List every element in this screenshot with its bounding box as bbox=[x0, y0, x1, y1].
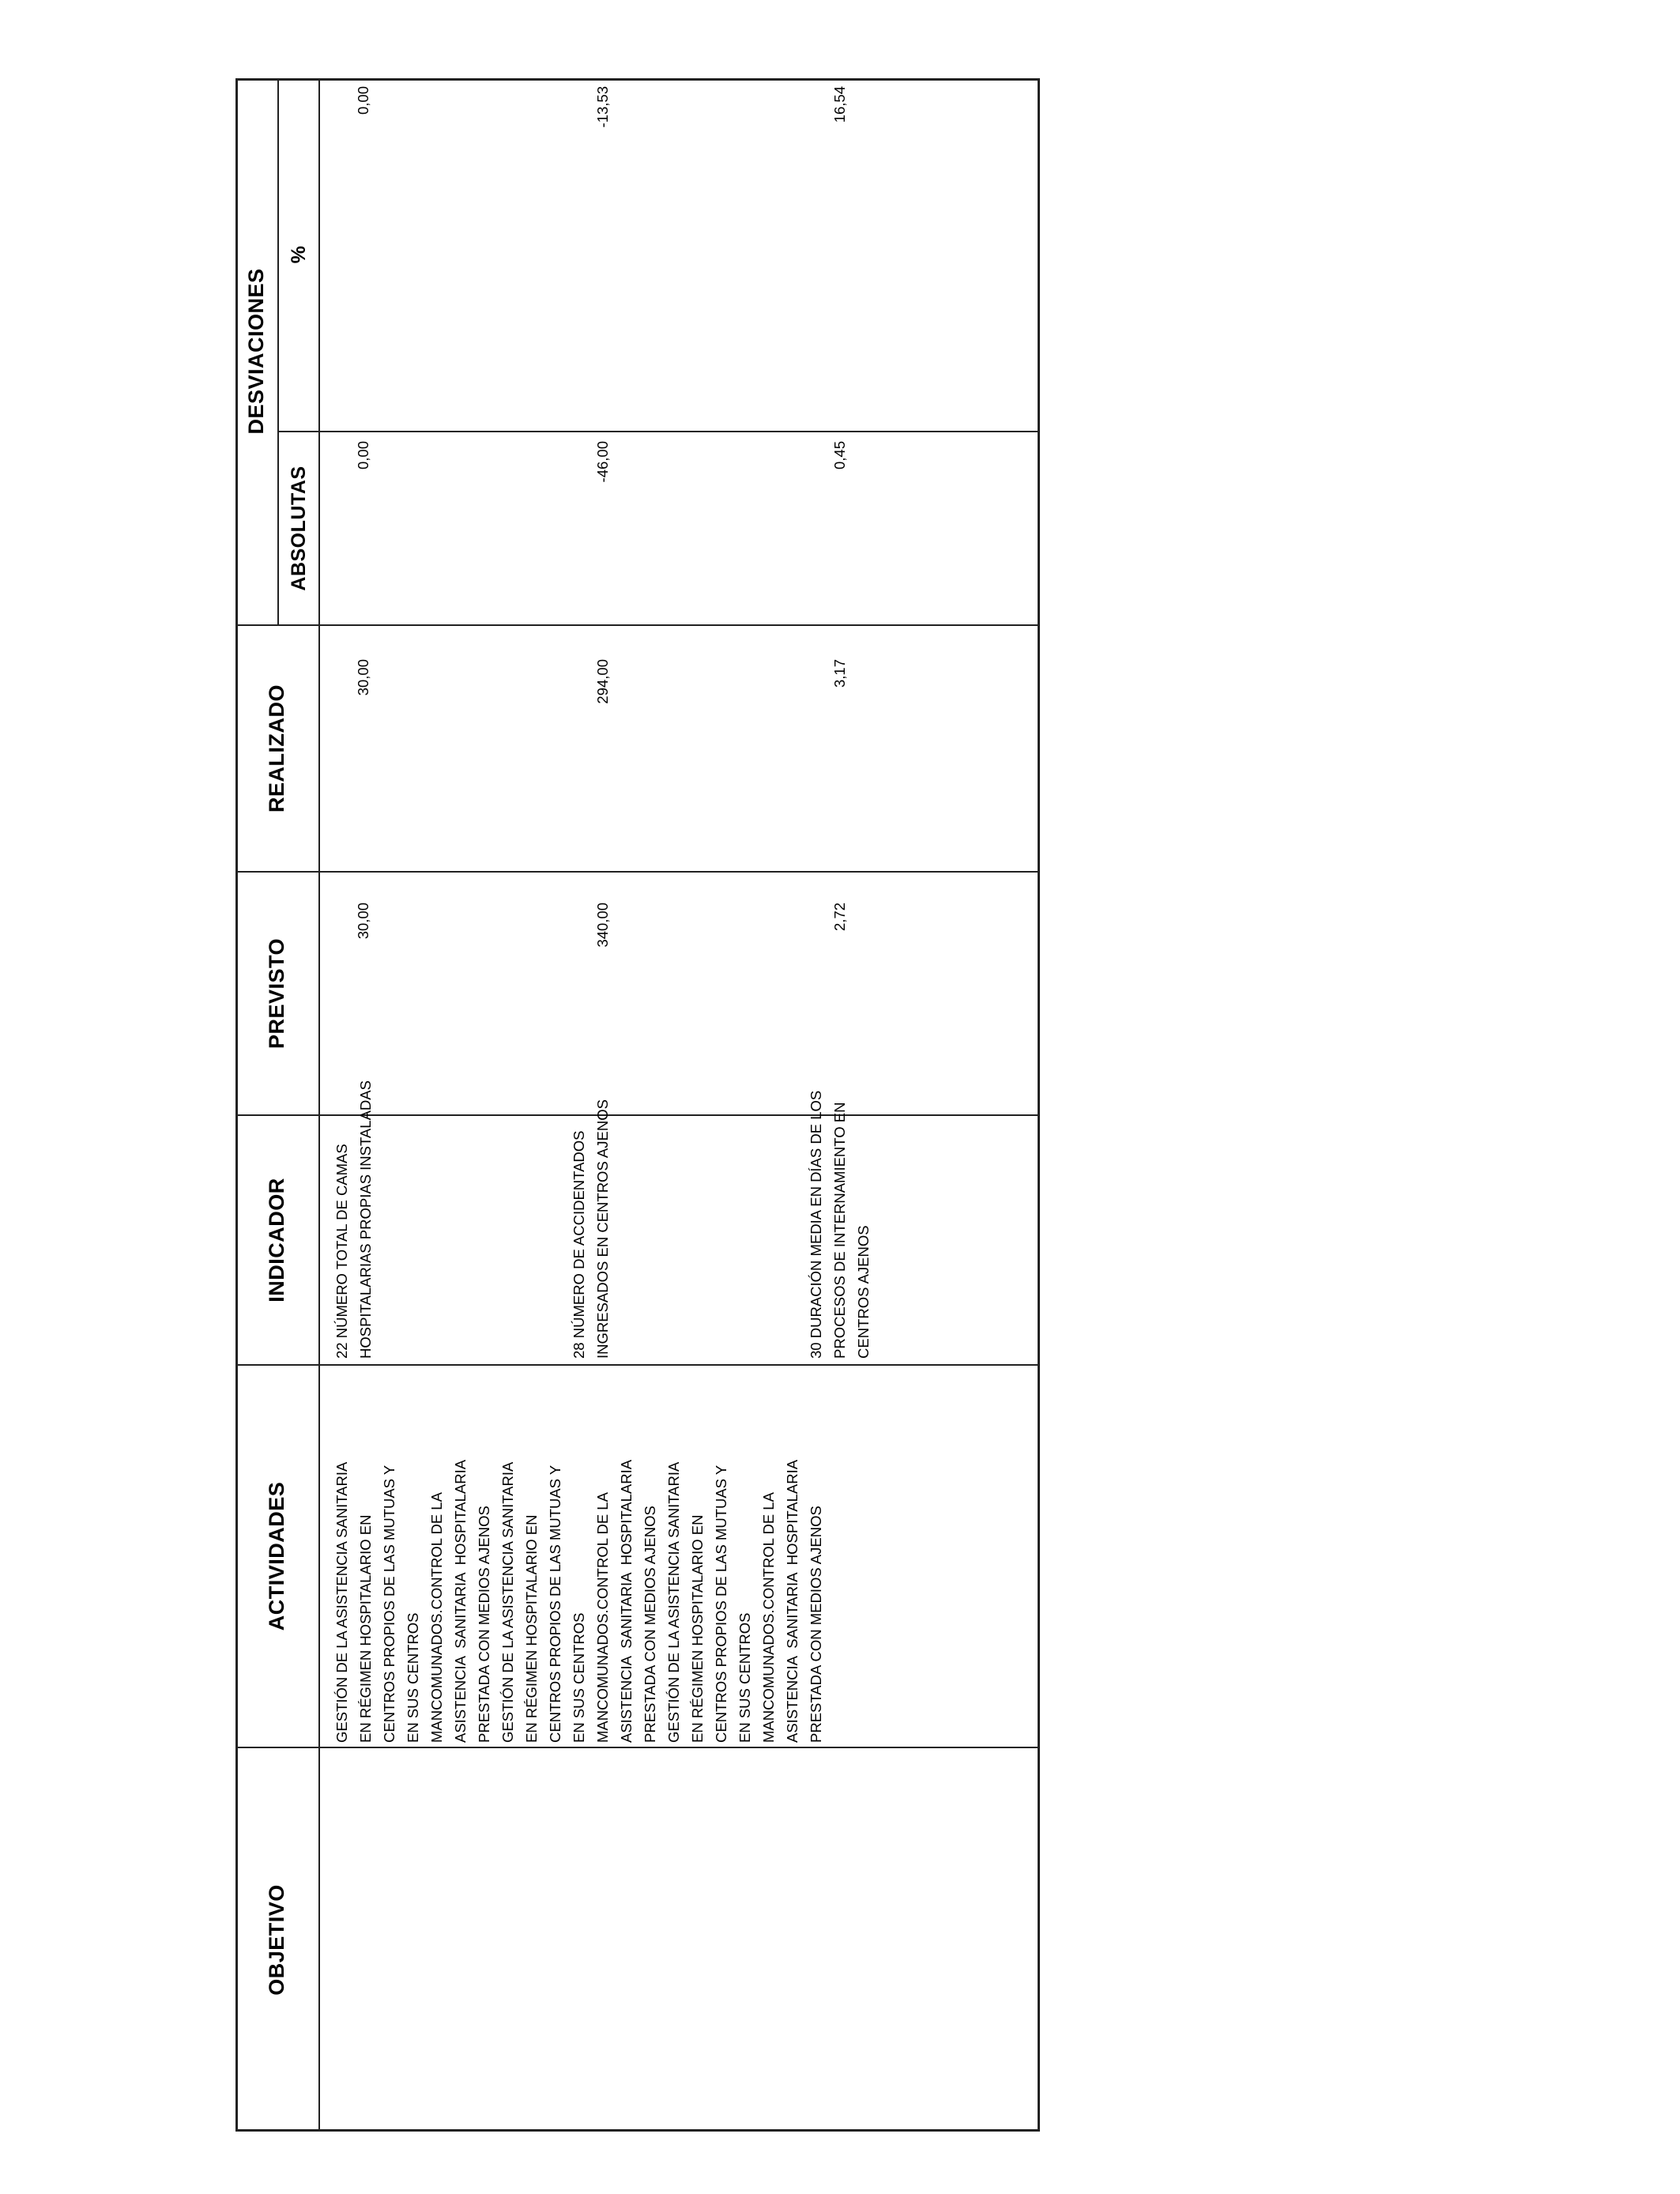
header-desviaciones: DESVIACIONES bbox=[244, 268, 268, 435]
indicator-row-2: 28 NÚMERO DE ACCIDENTADOS INGRESADOS EN CENTROS AJENOS bbox=[571, 1099, 611, 1359]
header-divider bbox=[318, 78, 320, 2132]
header-porcentaje: % bbox=[287, 245, 310, 264]
porcentaje-value: -13,53 bbox=[594, 86, 611, 128]
header-indicador: INDICADOR bbox=[265, 1178, 288, 1302]
absolutas-value: -46,00 bbox=[594, 441, 611, 483]
header-actividades: ACTIVIDADES bbox=[265, 1481, 288, 1631]
column-divider bbox=[235, 1747, 1040, 1748]
header-absolutas: ABSOLUTAS bbox=[287, 466, 310, 591]
porcentaje-value: 0,00 bbox=[355, 86, 371, 115]
absolutas-value: 0,45 bbox=[831, 441, 848, 470]
activities-text: GESTIÓN DE LA ASISTENCIA SANITARIA EN RÉGIMEN HOSPITALARIO EN CENTROS PROPIOS DE LAS MUTUAS Y EN SUS CENTROS MANCOMUNADOS.CONTROL DE LA ASISTENCIA SANITARIA HOSPITALARIA PRESTADA CON MEDIOS AJENOS GESTIÓN DE LA ASISTENCIA SANITARIA EN RÉGIMEN HOSPITALARIO EN CENTROS PROPIOS DE LAS MUTUAS Y EN SUS CENTROS MANCOMUNADOS.CONTROL DE LA ASISTENCIA SANITARIA HOSPITALARIA PRESTADA CON MEDIOS AJENOS GESTIÓN DE LA ASISTENCIA SANITARIA EN RÉGIMEN HOSPITALARIO EN CENTROS PROPIOS DE LAS MUTUAS Y EN SUS CENTROS MANCOMUNADOS.CONTROL DE LA ASISTENCIA SANITARIA HOSPITALARIA PRESTADA CON MEDIOS AJENOS bbox=[333, 1459, 824, 1743]
column-divider bbox=[235, 624, 1040, 626]
header-realizado: REALIZADO bbox=[265, 684, 288, 812]
realizado-value: 30,00 bbox=[355, 659, 371, 696]
indicator-row-1: 22 NÚMERO TOTAL DE CAMAS HOSPITALARIAS PROPIAS INSTALADAS bbox=[333, 1080, 374, 1359]
indicator-row-3: 30 DURACIÓN MEDIA EN DÍAS DE LOS PROCESOS DE INTERNAMIENTO EN CENTROS AJENOS bbox=[808, 1090, 872, 1359]
absolutas-value: 0,00 bbox=[355, 441, 371, 470]
results-table bbox=[235, 78, 1040, 2132]
previsto-value: 2,72 bbox=[831, 903, 848, 932]
header-previsto: PREVISTO bbox=[265, 937, 288, 1050]
realizado-value: 3,17 bbox=[831, 659, 848, 688]
header-objetivo: OBJETIVO bbox=[265, 1884, 288, 1996]
previsto-value: 340,00 bbox=[594, 903, 611, 948]
column-divider bbox=[235, 1364, 1040, 1366]
column-divider bbox=[277, 431, 1040, 432]
realizado-value: 294,00 bbox=[594, 659, 611, 704]
previsto-value: 30,00 bbox=[355, 903, 371, 940]
porcentaje-value: 16,54 bbox=[831, 86, 848, 123]
column-divider bbox=[235, 871, 1040, 873]
